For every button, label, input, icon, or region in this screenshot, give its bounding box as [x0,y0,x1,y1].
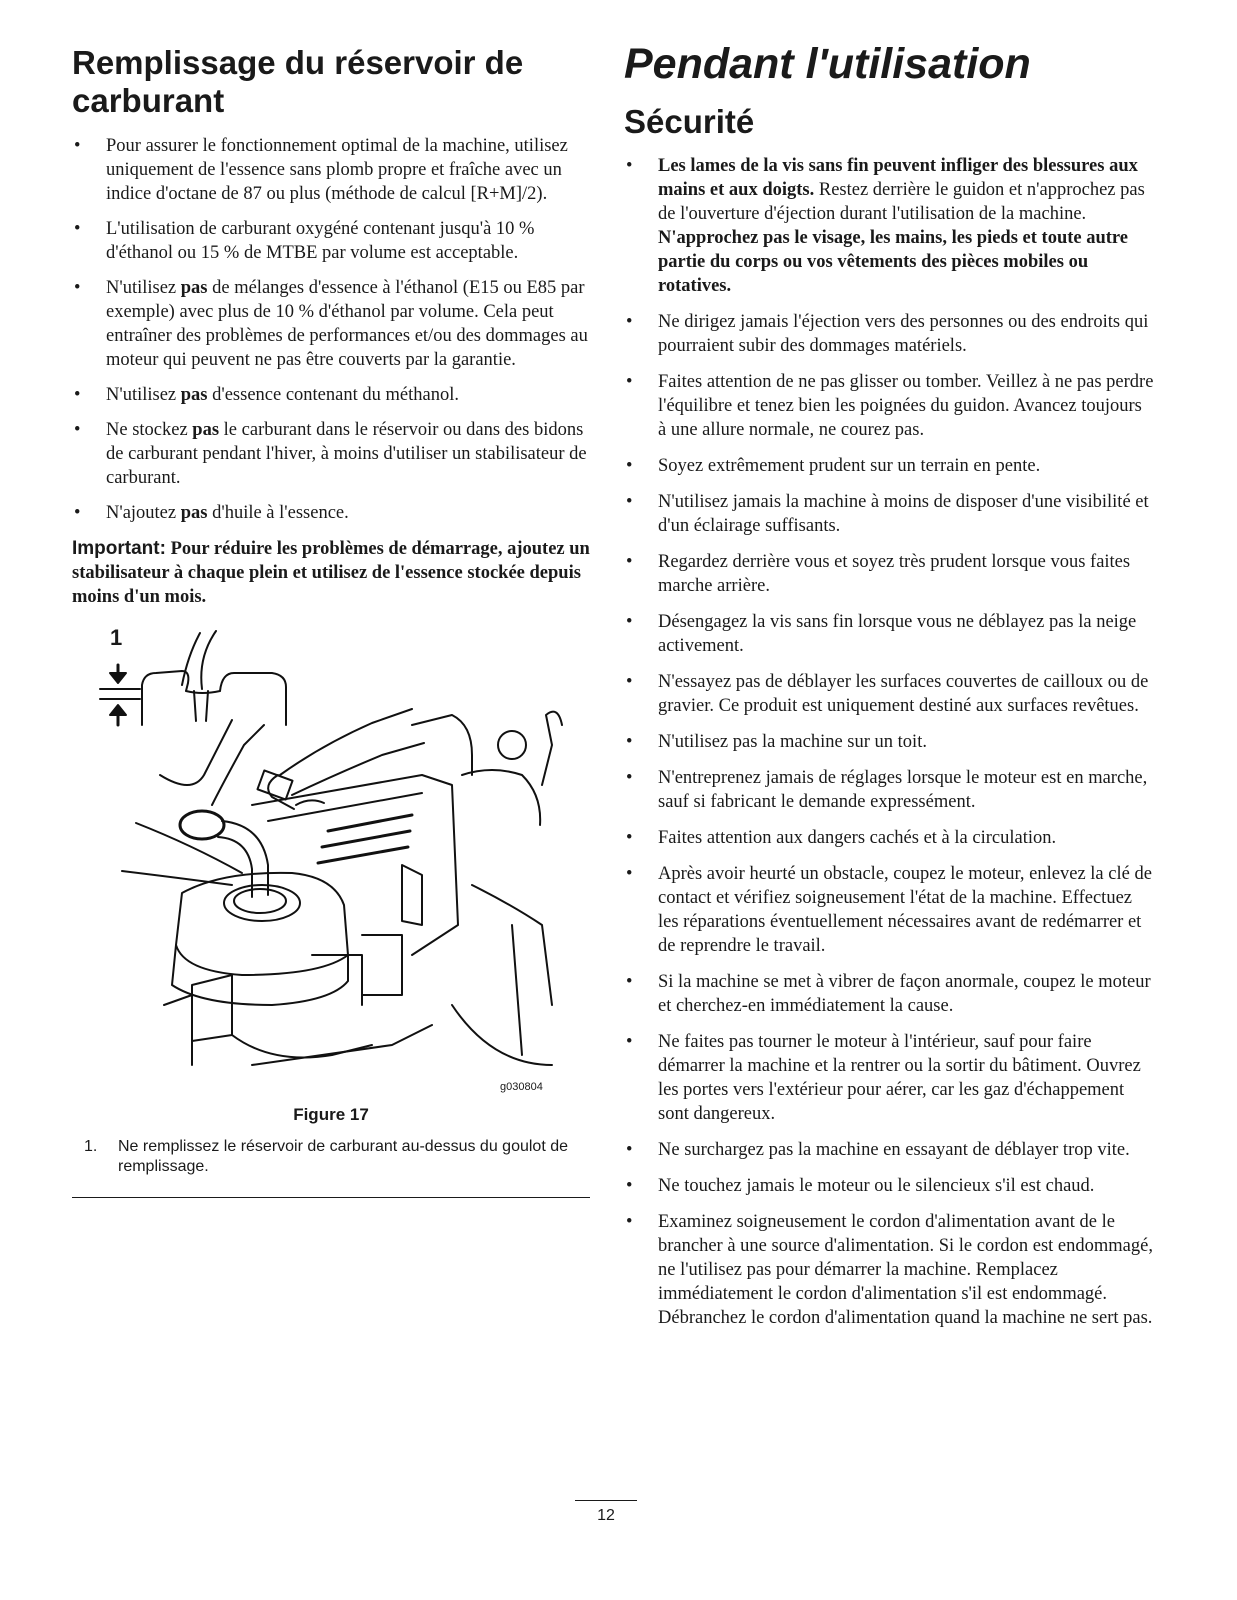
bullet-icon: • [626,612,633,632]
bullet-icon: • [626,1176,633,1196]
list-text: N'utilisez [106,385,181,405]
list-text: d'essence contenant du méthanol. [207,385,459,405]
list-item [72,383,590,407]
legend-number: 1. [84,1138,98,1155]
list-item [624,1210,1154,1330]
safety-heading: Sécurité [624,103,755,140]
bullet-icon: • [626,1140,633,1160]
list-item [624,310,1154,358]
right-column [624,38,1154,1342]
list-item [72,134,590,206]
list-text: N'essayez pas de déblayer les surfaces couvertes de cailloux ou de gravier. Ce produit est uniquement destiné aux surfaces revêtues. [658,672,1149,716]
bold-text: pas [180,278,208,298]
list-item [624,154,1154,298]
figure-caption: Figure 17 [293,1105,369,1124]
list-item [624,370,1154,442]
list-text: Pour assurer le fonctionnement optimal de la machine, utilisez uniquement de l'essence sans plomb propre et fraîche avec un indice d'octane de 87 ou plus (méthode de calcul [R+M]/2). [106,136,568,204]
list-text: N'utilisez pas la machine sur un toit. [658,732,927,752]
bullet-icon: • [626,1212,633,1232]
list-text: Ne dirigez jamais l'éjection vers des personnes ou des endroits qui pourraient subir des dommages matériels. [658,312,1149,356]
list-text: Faites attention aux dangers cachés et à la circulation. [658,828,1057,848]
fuel-bullet-list [72,134,590,525]
bullet-icon: • [626,312,633,332]
bullet-icon: • [626,672,633,692]
bold-text: pas [180,503,208,523]
bold-text: N'approchez pas le visage, les mains, les pieds et toute autre partie du corps ou vos vêtements des pièces mobiles ou rotatives. [658,228,1129,296]
list-item [72,501,590,525]
list-text: Ne touchez jamais le moteur ou le silencieux s'il est chaud. [658,1176,1095,1196]
bold-text: Les lames de la vis sans fin peuvent infliger des blessures aux mains et aux doigts. [658,156,1138,200]
list-text: Examinez soigneusement le cordon d'alimentation avant de le brancher à une source d'alimentation. Si le cordon est endommagé, ne l'utilisez pas pour démarrer la machine. Remplacez immédiatement le cordon d'alimentation s'il est endommagé. Débranchez le cordon d'alimentation quand la machine ne sert pas. [658,1212,1153,1328]
list-text: N'ajoutez [106,503,181,523]
list-text: Faites attention de ne pas glisser ou tomber. Veillez à ne pas perdre l'équilibre et tenez bien les poignées du guidon. Avancez toujours à une allure normale, ne courez pas. [658,372,1154,440]
bullet-icon: • [74,278,81,298]
list-item [624,490,1154,538]
bullet-icon: • [74,219,81,239]
bullet-icon: • [626,732,633,752]
bullet-icon: • [626,492,633,512]
list-text: Désengagez la vis sans fin lorsque vous ne déblayez pas la neige activement. [658,612,1137,656]
list-text: Ne faites pas tourner le moteur à l'intérieur, sauf pour faire démarrer la machine et la rentrer ou la sortir du bâtiment. Ouvrez les portes vers l'extérieur pour aérer, car les gaz d'échappement sont dangereux. [658,1032,1141,1124]
legend-text: Ne remplissez le réservoir de carburant au-dessus du goulot de remplissage. [118,1138,569,1175]
bullet-icon: • [626,768,633,788]
bullet-icon: • [626,552,633,572]
list-item [624,550,1154,598]
list-item [72,217,590,265]
list-text: Soyez extrêmement prudent sur un terrain en pente. [658,456,1041,476]
list-text: Si la machine se met à vibrer de façon anormale, coupez le moteur et cherchez-en immédiatement la cause. [658,972,1151,1016]
bullet-icon: • [626,828,633,848]
list-text: d'huile à l'essence. [207,503,349,523]
fuel-tank-illustration [72,625,590,1105]
list-text: L'utilisation de carburant oxygéné contenant jusqu'à 10 % d'éthanol ou 15 % de MTBE par volume est acceptable. [106,219,535,263]
left-column [72,38,590,1198]
list-text: de mélanges d'essence à l'éthanol (E15 ou E85 par exemple) avec plus de 10 % d'éthanol par volume. Cela peut entraîner des problèmes de performances et/ou des dommages au moteur qui peuvent ne pas être couverts par la garantie. [106,278,588,370]
bullet-icon: • [626,972,633,992]
list-item [624,862,1154,958]
list-text: Après avoir heurté un obstacle, coupez le moteur, enlevez la clé de contact et vérifiez soigneusement l'état de la machine. Effectuez les réparations éventuellement nécessaires avant de redémarrer et de reprendre le travail. [658,864,1152,956]
bullet-icon: • [626,864,633,884]
list-item [624,454,1154,478]
bold-text: pas [180,385,208,405]
section-title: Remplissage du réservoir de carburant [72,44,524,119]
list-text: N'utilisez jamais la machine à moins de disposer d'une visibilité et d'un éclairage suffisants. [658,492,1149,536]
bullet-icon: • [626,1032,633,1052]
list-text: Ne stockez [106,420,193,440]
bullet-icon: • [626,456,633,476]
section-divider [72,1197,590,1198]
list-item [72,418,590,490]
list-text: le carburant dans le réservoir ou dans des bidons de carburant pendant l'hiver, à moins d'utiliser un stabilisateur de carburant. [106,420,587,488]
important-note [72,537,590,609]
list-text: Ne surchargez pas la machine en essayant de déblayer trop vite. [658,1140,1130,1160]
important-label: Important: [72,538,166,559]
list-text: Restez derrière le guidon et n'approchez pas de l'ouverture d'éjection durant l'utilisation de la machine. [658,180,1145,224]
chapter-title: Pendant l'utilisation [624,40,1031,88]
bullet-icon: • [74,136,81,156]
important-text: Pour réduire les problèmes de démarrage, ajoutez un stabilisateur à chaque plein et utilisez de l'essence stockée depuis moins d'un mois. [72,539,590,607]
figure-17 [72,625,590,1105]
list-item [624,1030,1154,1126]
list-item [624,1138,1154,1162]
figure-code: g030804 [500,1081,543,1093]
bullet-icon: • [74,420,81,440]
list-item [624,970,1154,1018]
safety-bullet-list [624,154,1154,1330]
list-item [624,1174,1154,1198]
bold-text: pas [192,420,220,440]
bullet-icon: • [626,156,633,176]
list-item [624,826,1154,850]
list-item [72,276,590,372]
callout-number: 1 [110,625,123,650]
list-item [624,610,1154,658]
list-text: N'utilisez [106,278,181,298]
list-item [624,670,1154,718]
list-item [624,730,1154,754]
list-text: Regardez derrière vous et soyez très prudent lorsque vous faites marche arrière. [658,552,1131,596]
list-item [624,766,1154,814]
page-number: 12 [575,1500,637,1525]
bullet-icon: • [626,372,633,392]
bullet-icon: • [74,503,81,523]
list-text: N'entreprenez jamais de réglages lorsque le moteur est en marche, sauf si fabricant le demande expressément. [658,768,1148,812]
bullet-icon: • [74,385,81,405]
figure-legend [72,1137,590,1177]
